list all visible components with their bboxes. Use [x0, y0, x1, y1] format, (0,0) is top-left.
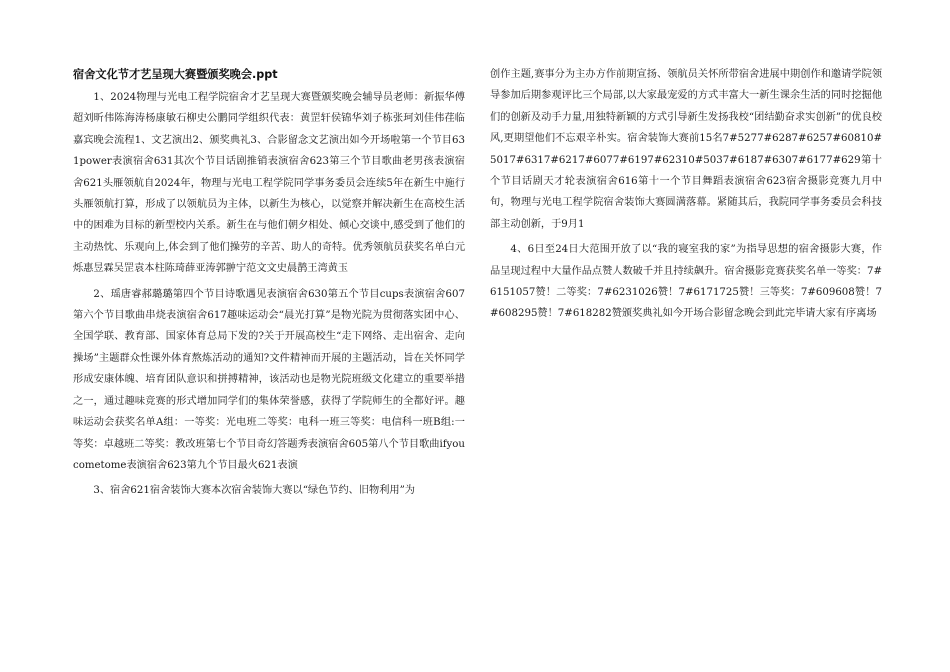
paragraph-4: 4、6日至24日大范围开放了以“我的寝室我的家”为指导思想的宿舍摄影大赛，作品呈现过程中大量作品点赞人数破千并且持续飙升。宿舍摄影竞赛获奖名单一等奖：7#6151057赞！二等奖：7#6231026赞！7#6171725赞！三等奖：7#609608赞！7#608295赞！7#618282赞颁奖典礼如今开场合影留念晚会到此完毕请大家有序离场: [490, 244, 882, 320]
left-column: [73, 64, 465, 506]
document-title: 宿舍文化节才艺呈现大赛暨颁奖晚会.ppt: [73, 68, 278, 81]
paragraph-3-start: 3、宿舍621宿舍装饰大赛本次宿舍装饰大赛以“绿色节约、旧物利用”为: [93, 485, 415, 497]
right-column: [490, 64, 882, 329]
paragraph-2: 2、瑶唐睿郝璐璐第四个节目诗歌遇见表演宿舍630第五个节目cups表演宿舍607第六个节目歌曲串烧表演宿舍617趣味运动会“晨光打算”是物光院为贯彻落实团中心、全国学联、教育部、国家体育总局下发的?关于开展高校生“走下网络、走出宿舍、走向操场”主题群众性课外体育熬炼活动的通知?文件精神而开展的主题活动，旨在关怀同学形成安康体魄、培育团队意识和拼搏精神，该活动也是物光院班级文化建立的重要举措之一，通过趣味竞赛的形式增加同学们的集体荣誉感，获得了学院师生的全都好评。趣味运动会获奖名单A组：一等奖：光电班二等奖：电科一班三等奖：电信科一班B组:一等奖：卓越班二等奖：教改班第七个节目奇幻答题秀表演宿舍605第八个节目歌曲ifyoucometome表演宿舍623第九个节目最火621表演: [73, 288, 465, 471]
paragraph-1: 1、2024物理与光电工程学院宿舍才艺呈现大赛暨颁奖晚会辅导员老师：新振华傅超刘昕伟陈海涛杨康敏石柳史公鹏同学组织代表：黄罡轩侯锦华刘子栋张珂刘佳伟荏临嘉宾晚会流程1、文艺演出2、颁奖典礼3、合影留念文艺演出如今开场啦第一个节目631power表演宿舍631其次个节目话剧推销表演宿舍623第三个节目歌曲老男孩表演宿舍621头雁领航自2024年，物理与光电工程学院同学事务委员会连续5年在新生中施行头雁领航打算，形成了以领航员为主体，以新生为核心，以觉察并解决新生在高校生活中的困难为目标的新型校内关系。新生在与他们朝夕相处、倾心交谈中,感受到了他们的主动热忱、乐观向上,体会到了他们操劳的辛苦、助人的奇特。优秀领航员获奖名单白元烁惠昱霖吴罡袁本柱陈琦薛亚涛郭翀宁范文文史晨鹊王湾黄玉: [73, 92, 465, 275]
paragraph-3-continued: 创作主题,赛事分为主办方作前期宣扬、领航员关怀所带宿舍进展中期创作和邀请学院领导参加后期参观评比三个局部,以大家最宠爱的方式丰富大一新生课余生活的同时挖掘他们的创新及动手力量,用独特新颖的方式引导新生发扬我校“团结勤奋求实创新”的优良校风,更期望他们不忘艰辛朴实。宿舍装饰大赛前15名7#5277#6287#6257#60810#5017#6317#6217#6077#6197#62310#5037#6187#6307#6177#629第十个节目话剧天才轮表演宿舍616第十一个节目舞蹈表演宿舍623宿舍摄影竞赛九月中旬，物理与光电工程学院宿舍装饰大赛圆满落幕。紧随其后，我院同学事务委员会科技部主动创新，于9月1: [490, 69, 882, 230]
